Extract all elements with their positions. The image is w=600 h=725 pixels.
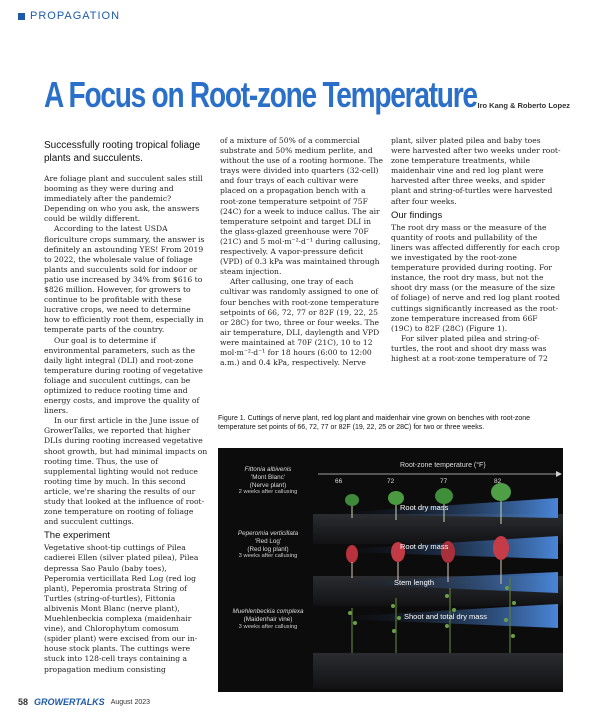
plant-scientific-name: Muehlenbeckia complexa — [232, 608, 304, 615]
axis-tick: 82 — [494, 478, 502, 485]
figure-caption: Figure 1. Cuttings of nerve plant, red log plant and maidenhair vine grown on benches with root-zone temperature set points of 66, 72, 77 or 82F (19, 22, 25 or 28C) for two or three weeks. — [218, 415, 531, 431]
plant-cultivar: 'Red Log' — [254, 537, 282, 545]
axis-title: Root-zone temperature (°F) — [400, 462, 486, 469]
page-footer — [18, 697, 150, 707]
section-tag — [18, 10, 120, 22]
column-1 — [44, 140, 208, 675]
col3-paragraph: plant, silver plated pilea and baby toes were harvested after two weeks under root-zone temperature treatments, while maidenhair vine and red log plant were harvested after three weeks, and spider plant and string-of-turtles were harvested after four weeks. — [391, 136, 561, 206]
plant-weeks: 2 weeks after callusing — [238, 489, 298, 496]
plant-label-red-log — [220, 530, 316, 561]
col2-paragraph: of a mixture of 50% of a commercial substrate and 50% medium perlite, and without the use of a rooting hormone. The trays were divided into quarters (32-cell) and four trays of each cultivar were placed on a propagation bench with a root-zone temperature setpoint of 75F (24C) for a week to induce callus. The air temperature setpoint and target DLI in the glass-glazed greenhouse were 70F (21C) and 5 mol·m⁻²·d⁻¹ during callusing, respectively. A vapor-pressure deficit (VPD) of 0.3 kPa was maintained through steam injection. — [220, 136, 384, 277]
col1-paragraph: Are foliage plant and succulent sales still booming as they were during and immediately after the pandemic? Depending on who you ask, the answers could be wildly different. — [44, 174, 203, 224]
axis-arrowhead — [556, 471, 562, 477]
figure-photo — [218, 448, 563, 692]
magazine-logo-a: GROWER — [34, 697, 76, 707]
article-authors: Iro Kang & Roberto Lopez — [477, 101, 570, 110]
column-2 — [220, 136, 384, 368]
plant-weeks: 3 weeks after callusing — [238, 623, 298, 630]
plant-label-nerve — [220, 466, 316, 497]
bench-row-3 — [313, 653, 563, 689]
plant-cultivar: 'Mont Blanc' — [251, 473, 285, 481]
page-number: 58 — [18, 697, 29, 707]
plant-common-name: (Red log plant) — [247, 545, 289, 553]
plant-common-name: (Nerve plant) — [249, 481, 287, 489]
arrow-label: Stem length — [394, 578, 435, 587]
section-square-icon — [18, 13, 25, 20]
col1-paragraph: Our goal is to determine if environmental parameters, such as the daily light integral (DLI) and root-zone temperature during rooting of vegetative foliage and succulent cuttings, can be optimized to reduce rooting time and energy costs, and improve the quality of liners. — [44, 335, 203, 416]
plant-common-name: (Maidenhair vine) — [243, 615, 293, 623]
findings-paragraph: For silver plated pilea and string-of-turtles, the root and shoot dry mass was highest at a root-zone temperature of 72 — [391, 333, 548, 363]
axis-tick: 77 — [440, 478, 448, 485]
arrow-label: Shoot and total dry mass — [404, 612, 487, 621]
column-3 — [391, 136, 561, 364]
col2-paragraph: After callusing, one tray of each cultivar was randomly assigned to one of four benches with root-zone temperature setpoints of 66, 72, 77 or 82F (19, 22, 25 or 28C) for two, three or four weeks. The air temperature, DLI, daylength and VPD were maintained at 70F (21C), 10 to 12 mol·m⁻²·d⁻¹ for 18 hours (6:00 to 12:00 a.m.) and 0.4 kPa, respectively. Nerve — [220, 277, 380, 368]
axis-tick: 72 — [387, 478, 395, 485]
plant-weeks: 3 weeks after callusing — [238, 553, 298, 560]
col1-paragraph: In our first article in the June issue of GrowerTalks, we reported that higher DLIs during rooting increased vegetative shoot growth, but had minimal impacts on rooting time. Thus, the use of supplemental lighting would not reduce rooting time by much. In this second article, we're sharing the results of our study that looked at the influence of root-zone temperature on rooting of foliage and succulent cuttings. — [44, 416, 208, 527]
findings-paragraph: The root dry mass or the measure of the quantity of roots and pullability of the liners was affected differently for each crop we investigated by the root-zone temperature provided during rooting. For instance, the root dry mass, but not the shoot dry mass (or the measure of the size of foliage) of nerve and red log plant rooted cuttings significantly increased as the root-zone temperature increased from 66F (19C) to 82F (28C) (Figure 1). — [391, 222, 561, 333]
section-label: PROPAGATION — [30, 10, 121, 22]
lead-text: Successfully rooting tropical foliage plants and succulents. — [44, 140, 201, 164]
plant-label-maidenhair — [220, 608, 316, 631]
arrow-label: Root dry mass — [400, 542, 449, 551]
article-title: A Focus on Root-zone Temperature — [44, 74, 477, 115]
plant-scientific-name: Fittonia albivenis — [244, 466, 292, 473]
experiment-heading: The experiment — [44, 530, 111, 542]
magazine-logo-b: TALKS — [75, 697, 105, 707]
axis-tick: 66 — [335, 478, 343, 485]
experiment-paragraph: Vegetative shoot-tip cuttings of Pilea cadierei Ellen (silver plated pilea), Pilea depressa Sao Paulo (baby toes), Peperomia verticillata Red Log (red log plant), Peperomia prostrata String of Turtles (string-of-turtles), Fittonia albivenis Mont Blanc (nerve plant), Muehlenbeckia complexa (maidenhair vine), and Chlorophytum comosum (spider plant) were excised from our in-house stock plants. The cuttings were stuck into 128-cell trays containing a propagation medium consisting — [44, 543, 199, 674]
findings-heading: Our findings — [391, 209, 443, 221]
col1-paragraph: According to the latest USDA floriculture crops summary, the answer is definitely an astounding YES! From 2019 to 2022, the wholesale value of foliage plants and succulents sold for indoor or patio use increased by 34% from $616 to $826 million. However, for growers to continue to be profitable with these lucrative crops, we need to determine how to efficiently root them, especially in temperate parts of the country. — [44, 224, 205, 335]
magazine-logo — [34, 697, 105, 707]
arrow-label: Root dry mass — [400, 503, 449, 512]
plant-scientific-name: Peperomia verticillata — [237, 530, 299, 537]
issue-date: August 2023 — [110, 698, 151, 706]
